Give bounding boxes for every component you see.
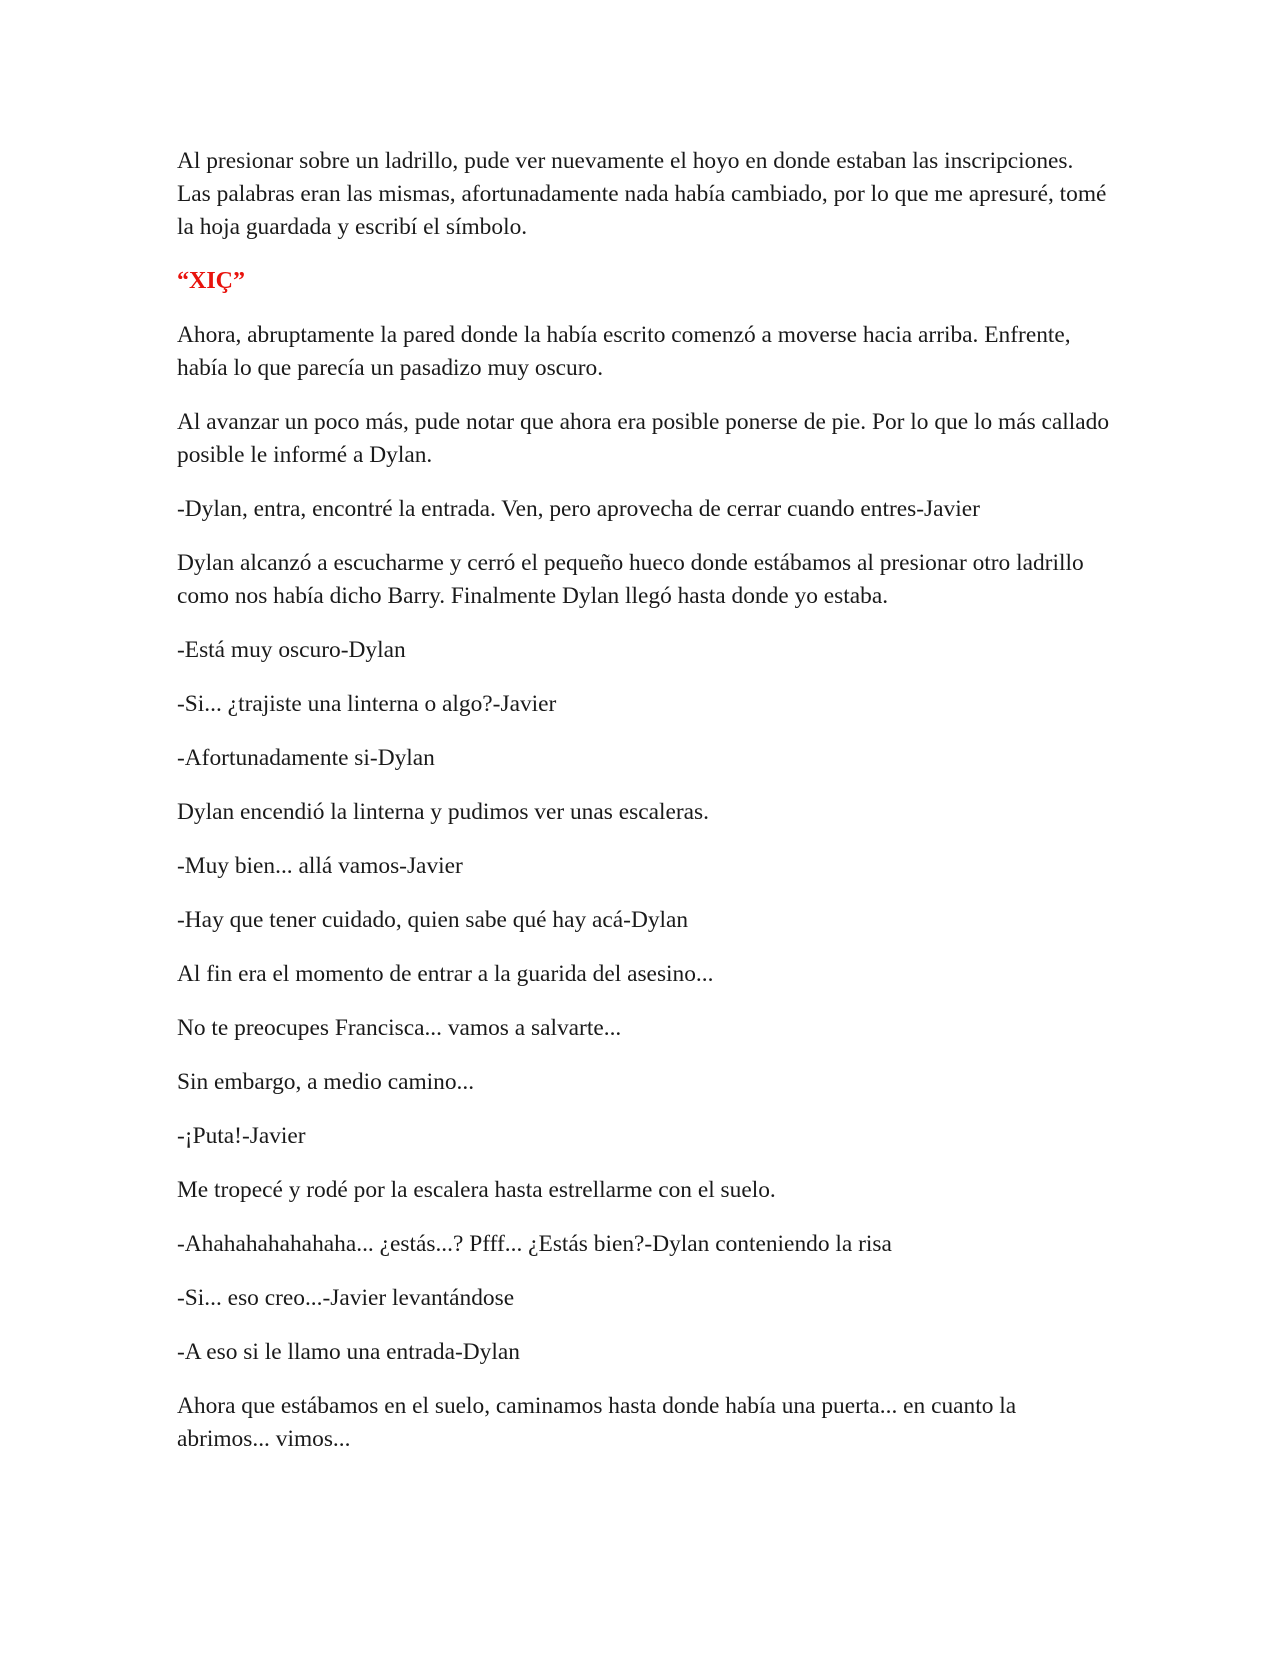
dialogue-line: -Si... ¿trajiste una linterna o algo?-Javier	[177, 691, 557, 717]
paragraph-advance: Al avanzar un poco más, pude notar que ahora era posible ponerse de pie. Por lo que lo más callado posible le informé a Dylan.	[177, 409, 1110, 468]
narration-line: Me tropecé y rodé por la escalera hasta estrellarme con el suelo.	[177, 1177, 776, 1203]
dialogue-line: -Dylan, entra, encontré la entrada. Ven, pero aprovecha de cerrar cuando entres-Javier	[177, 496, 980, 522]
paragraph-dylan-arrives: Dylan alcanzó a escucharme y cerró el pequeño hueco donde estábamos al presionar otro ladrillo como nos había dicho Barry. Finalmente Dylan llegó hasta donde yo estaba.	[177, 550, 1084, 609]
dialogue-line: -Afortunadamente si-Dylan	[177, 745, 435, 771]
dialogue-line: -Ahahahahahahaha... ¿estás...? Pfff... ¿Estás bien?-Dylan conteniendo la risa	[177, 1231, 892, 1257]
dialogue-line: -Está muy oscuro-Dylan	[177, 637, 406, 663]
dialogue-line: -¡Puta!-Javier	[177, 1123, 306, 1149]
dialogue-line: -Muy bien... allá vamos-Javier	[177, 853, 463, 879]
narration-line: Sin embargo, a medio camino...	[177, 1069, 475, 1095]
narration-line: No te preocupes Francisca... vamos a salvarte...	[177, 1015, 622, 1041]
narration-line: Dylan encendió la linterna y pudimos ver unas escaleras.	[177, 799, 709, 825]
paragraph-intro: Al presionar sobre un ladrillo, pude ver nuevamente el hoyo en donde estaban las inscripciones. Las palabras eran las mismas, afortunadamente nada había cambiado, por lo que me apresuré, tomé la hoja guardada y escribí el símbolo.	[177, 148, 1107, 240]
narration-line: Al fin era el momento de entrar a la guarida del asesino...	[177, 961, 714, 987]
dialogue-line: -A eso si le llamo una entrada-Dylan	[177, 1339, 520, 1365]
document-body	[177, 145, 1112, 1477]
symbol-inscription: “XIÇ”	[177, 268, 246, 294]
paragraph-door: Ahora que estábamos en el suelo, caminamos hasta donde había una puerta... en cuanto la abrimos... vimos...	[177, 1393, 1017, 1452]
dialogue-line: -Si... eso creo...-Javier levantándose	[177, 1285, 515, 1311]
paragraph-wall-moves: Ahora, abruptamente la pared donde la había escrito comenzó a moverse hacia arriba. Enfrente, había lo que parecía un pasadizo muy oscuro.	[177, 322, 1071, 381]
dialogue-line: -Hay que tener cuidado, quien sabe qué hay acá-Dylan	[177, 907, 689, 933]
